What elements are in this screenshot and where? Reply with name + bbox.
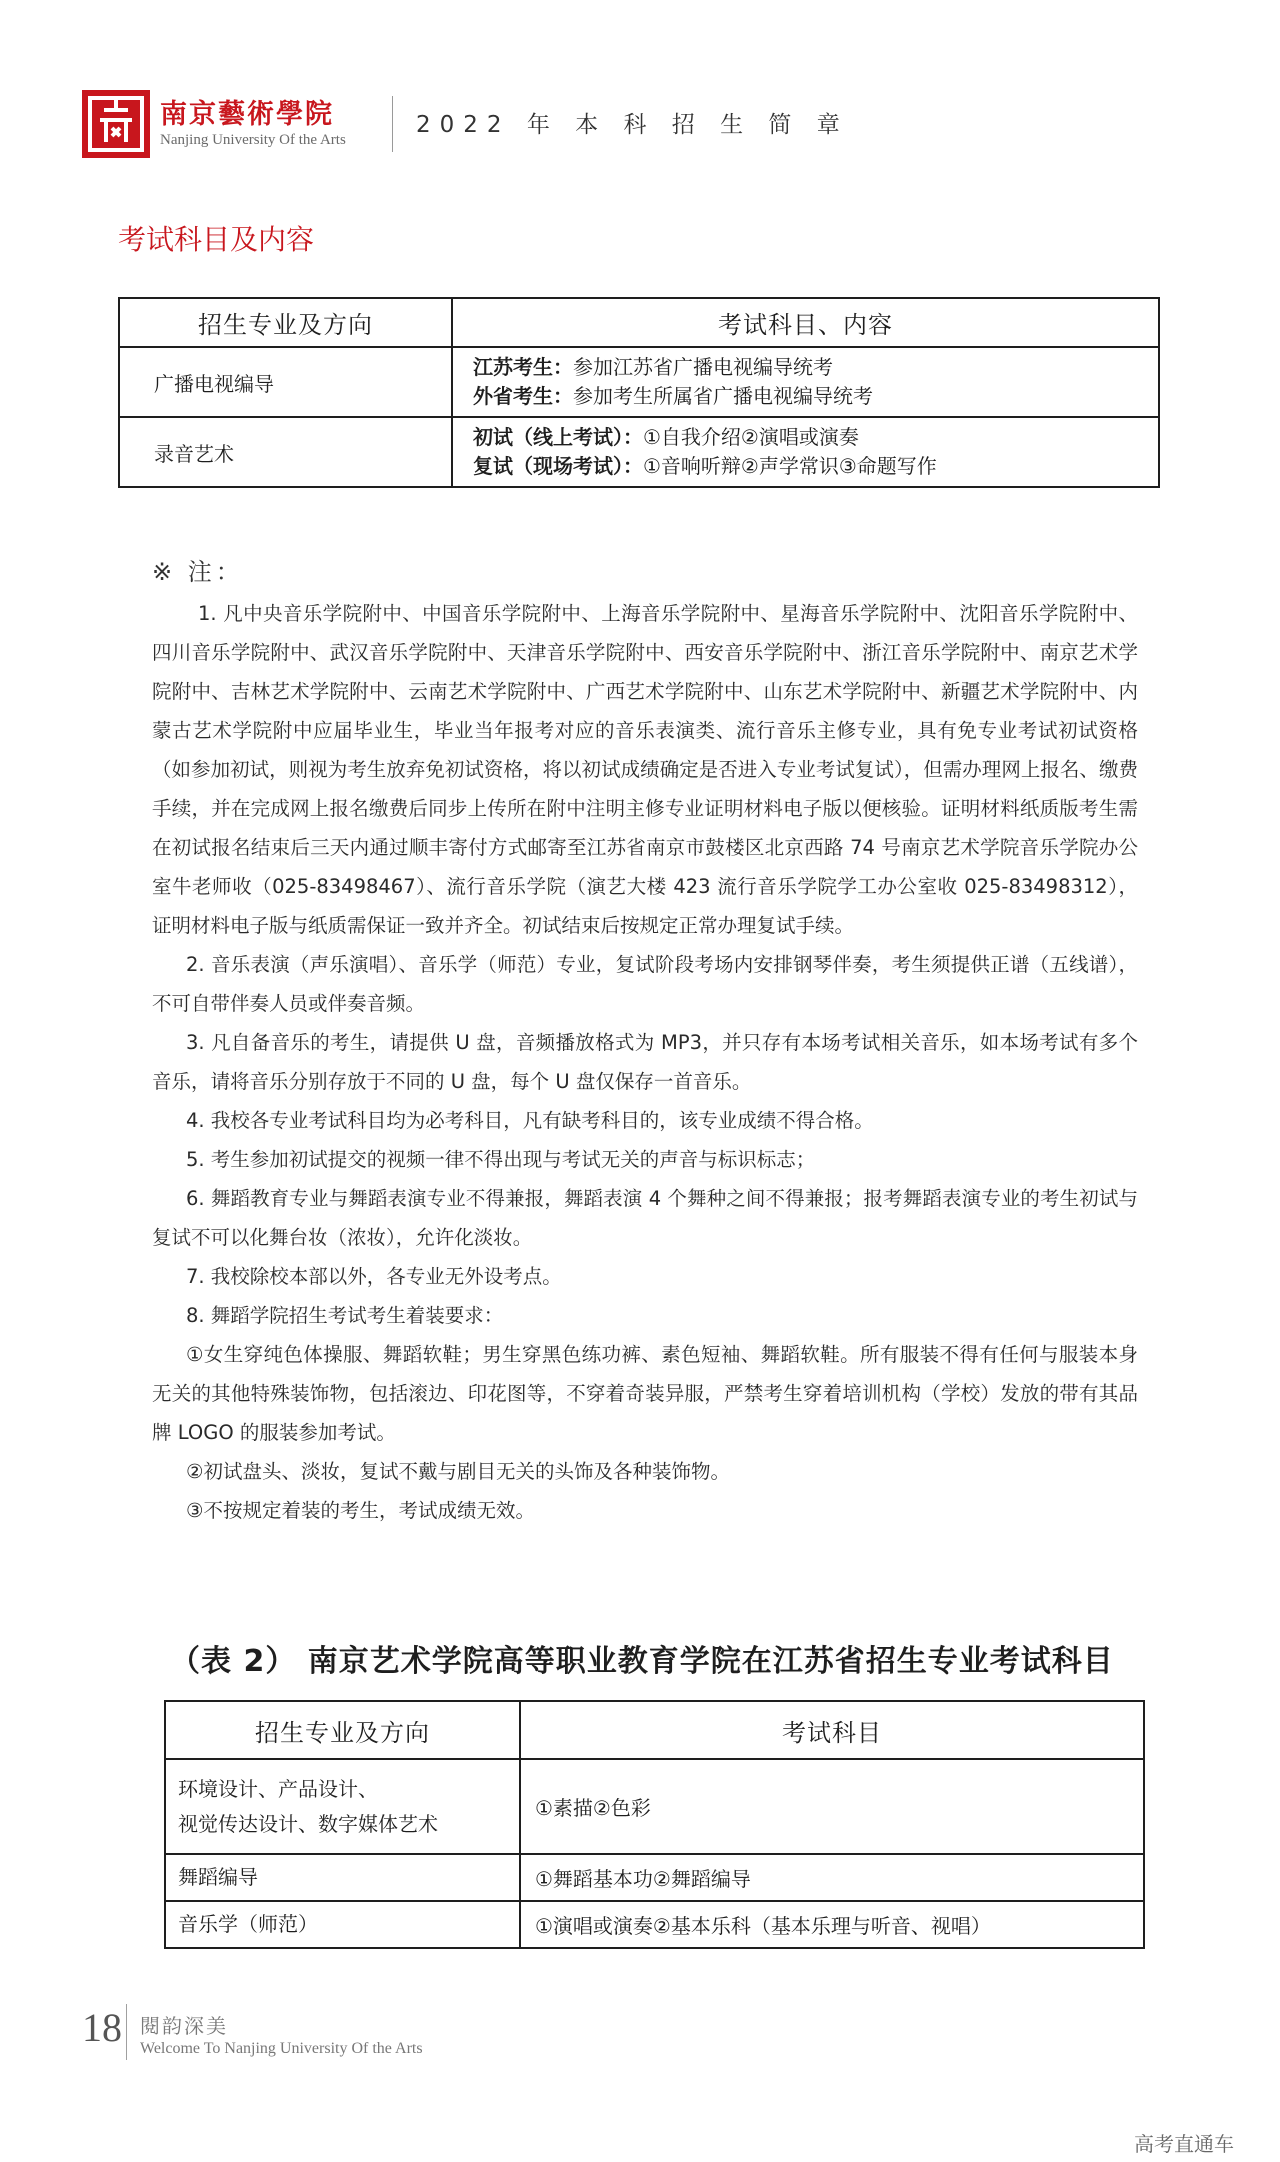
major-cell: 广播电视编导 (119, 347, 452, 417)
exam-cell (452, 347, 1159, 417)
university-logo-icon (82, 90, 150, 158)
exam-cell (452, 417, 1159, 487)
notes-heading: ※ 注： (152, 558, 244, 586)
exam-text: ①自我介绍②演唱或演奏 (643, 425, 859, 449)
note-paragraph: 4. 我校各专业考试科目均为必考科目，凡有缺考科目的，该专业成绩不得合格。 (186, 1109, 874, 1132)
note-paragraph: ①女生穿纯色体操服、舞蹈软鞋；男生穿黑色练功裤、素色短袖、舞蹈软鞋。所有服装不得有任何与服装本身无关的其他特殊装饰物，包括滚边、印花图等，不穿着奇装异服，严禁考生穿着培训机构（学校）发放的带有其品牌 LOGO 的服装参加考试。 (152, 1343, 1138, 1444)
note-paragraph: ②初试盘头、淡妆，复试不戴与剧目无关的头饰及各种装饰物。 (186, 1460, 730, 1483)
major-cell (165, 1759, 520, 1854)
exam-cell: ①演唱或演奏②基本乐科（基本乐理与听音、视唱） (520, 1901, 1144, 1948)
document-title: 2022 年 本 科 招 生 简 章 (416, 112, 849, 138)
exam-text: 参加考生所属省广播电视编导统考 (573, 384, 873, 408)
major-cell: 音乐学（师范） (165, 1901, 520, 1948)
page-header (82, 84, 1202, 164)
column-header-exam: 考试科目 (520, 1701, 1144, 1759)
section-title: 考试科目及内容 (118, 223, 315, 256)
table-row (119, 417, 1159, 487)
note-paragraph: 3. 凡自备音乐的考生，请提供 U 盘，音频播放格式为 MP3，并只存有本场考试相关音乐，如本场考试有多个音乐，请将音乐分别存放于不同的 U 盘，每个 U 盘仅保存一首音乐。 (152, 1031, 1138, 1093)
table2-title: （表 2） 南京艺术学院高等职业教育学院在江苏省招生专业考试科目 (170, 1644, 1114, 1679)
major-cell: 录音艺术 (119, 417, 452, 487)
exam-subjects-table (118, 297, 1160, 488)
major-line: 环境设计、产品设计、 (178, 1776, 378, 1801)
exam-text: ①音响听辩②声学常识③命题写作 (643, 454, 937, 478)
page-number: 18 (82, 2005, 122, 2050)
header-divider (392, 96, 393, 152)
vocational-exam-table (164, 1700, 1145, 1949)
table-row (165, 1901, 1144, 1948)
exam-label: 江苏考生： (473, 355, 573, 379)
footer-divider (126, 2004, 127, 2060)
exam-label: 复试（现场考试）： (473, 454, 643, 478)
table-row (119, 347, 1159, 417)
table-header-row (165, 1701, 1144, 1759)
major-cell: 舞蹈编导 (165, 1854, 520, 1901)
exam-label: 初试（线上考试）： (473, 425, 643, 449)
column-header-exam: 考试科目、内容 (452, 298, 1159, 347)
footer-slogan-chinese: 閱韵深美 (140, 2014, 228, 2038)
table-row (165, 1759, 1144, 1854)
note-paragraph: 8. 舞蹈学院招生考试考生着装要求： (186, 1304, 504, 1327)
logo-english-name: Nanjing University Of the Arts (160, 132, 346, 148)
major-line: 视觉传达设计、数字媒体艺术 (178, 1811, 438, 1836)
note-paragraph: 7. 我校除校本部以外，各专业无外设考点。 (186, 1265, 562, 1288)
note-paragraph: 6. 舞蹈教育专业与舞蹈表演专业不得兼报，舞蹈表演 4 个舞种之间不得兼报；报考舞蹈表演专业的考生初试与复试不可以化舞台妆（浓妆），允许化淡妆。 (152, 1187, 1138, 1249)
column-header-major: 招生专业及方向 (165, 1701, 520, 1759)
exam-cell: ①舞蹈基本功②舞蹈编导 (520, 1854, 1144, 1901)
table-row (165, 1854, 1144, 1901)
exam-cell: ①素描②色彩 (520, 1759, 1144, 1854)
note-paragraph: 5. 考生参加初试提交的视频一律不得出现与考试无关的声音与标识标志； (186, 1148, 816, 1171)
notes-body (152, 594, 1138, 1530)
exam-label: 外省考生： (473, 384, 573, 408)
exam-text: 参加江苏省广播电视编导统考 (573, 355, 833, 379)
table-header-row (119, 298, 1159, 347)
column-header-major: 招生专业及方向 (119, 298, 452, 347)
note-paragraph: 2. 音乐表演（声乐演唱）、音乐学（师范）专业，复试阶段考场内安排钢琴伴奏，考生须提供正谱（五线谱），不可自带伴奏人员或伴奏音频。 (152, 953, 1138, 1015)
note-paragraph: ③不按规定着装的考生，考试成绩无效。 (186, 1499, 535, 1522)
note-paragraph: 1. 凡中央音乐学院附中、中国音乐学院附中、上海音乐学院附中、星海音乐学院附中、沈阳音乐学院附中、四川音乐学院附中、武汉音乐学院附中、天津音乐学院附中、西安音乐学院附中、浙江音乐学院附中、南京艺术学院附中、吉林艺术学院附中、云南艺术学院附中、广西艺术学院附中、山东艺术学院附中、新疆艺术学院附中、内蒙古艺术学院附中应届毕业生，毕业当年报考对应的音乐表演类、流行音乐主修专业，具有免专业考试初试资格（如参加初试，则视为考生放弃免初试资格，将以初试成绩确定是否进入专业考试复试），但需办理网上报名、缴费手续，并在完成网上报名缴费后同步上传所在附中注明主修专业证明材料电子版以便核验。证明材料纸质版考生需在初试报名结束后三天内通过顺丰寄付方式邮寄至江苏省南京市鼓楼区北京西路 74 号南京艺术学院音乐学院办公室牛老师收（025-83498467）、流行音乐学院（演艺大楼 423 流行音乐学院学工办公室收 025-83498312），证明材料电子版与纸质需保证一致并齐全。初试结束后按规定正常办理复试手续。 (152, 602, 1138, 937)
watermark-text: 高考直通车 (1134, 2132, 1234, 2156)
footer-slogan-english: Welcome To Nanjing University Of the Arts (140, 2040, 423, 2057)
logo-chinese-name: 南京藝術學院 (160, 99, 334, 130)
